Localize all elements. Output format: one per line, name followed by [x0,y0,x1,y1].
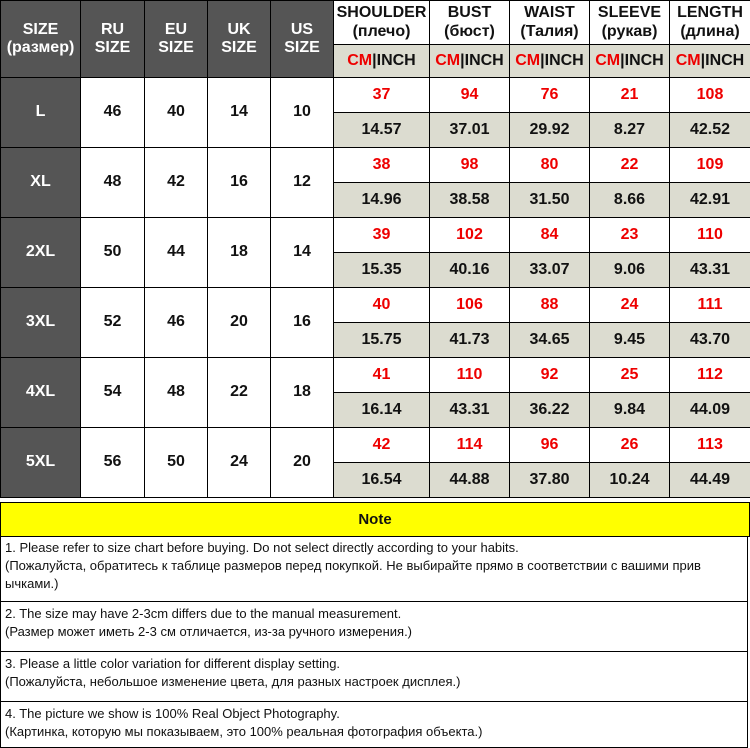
header-length-sub: (длина) [680,22,740,40]
unit-separator: | [620,51,625,69]
ru-size-cell: 52 [81,288,145,358]
unit-cm: CM [515,51,541,69]
header-size [1,1,81,78]
header-waist-sub: (Талия) [520,22,579,40]
inch-value-cell: 40.16 [430,253,510,288]
cm-value-cell: 80 [510,148,590,183]
inch-value-cell: 14.57 [334,113,430,148]
header-waist [510,1,590,45]
unit-inch: INCH [464,51,504,69]
inch-value-cell: 15.35 [334,253,430,288]
header-us-sub: SIZE [284,39,320,56]
us-size-cell: 20 [271,428,334,498]
eu-size-cell: 48 [145,358,208,428]
inch-value-cell: 15.75 [334,323,430,358]
header-shoulder-label: SHOULDER [336,4,427,22]
unit-separator: | [460,51,465,69]
note-item [0,702,748,748]
uk-size-cell: 24 [208,428,271,498]
eu-size-cell: 50 [145,428,208,498]
eu-size-cell: 44 [145,218,208,288]
cm-value-cell: 37 [334,78,430,113]
cm-value-cell: 88 [510,288,590,323]
cm-value-cell: 96 [510,428,590,463]
cm-value-cell: 39 [334,218,430,253]
size-label: 5XL [1,428,81,498]
header-waist-label: WAIST [524,4,575,22]
note-line: 1. Please refer to size chart before buying. Do not select directly according to your habits. [5,540,519,555]
header-eu-sub: SIZE [158,39,194,56]
unit-cell [334,45,430,78]
unit-cm: CM [675,51,701,69]
table-row [1,78,750,113]
cm-value-cell: 76 [510,78,590,113]
inch-value-cell: 8.27 [590,113,670,148]
header-uk [208,1,271,78]
unit-cell [510,45,590,78]
note-line: 4. The picture we show is 100% Real Object Photography. [5,706,340,721]
header-eu-label: EU [164,20,188,38]
cm-value-cell: 41 [334,358,430,393]
table-row [1,218,750,253]
header-length-label: LENGTH [677,4,743,22]
unit-separator: | [700,51,706,69]
cm-value-cell: 42 [334,428,430,463]
cm-value-cell: 110 [430,358,510,393]
unit-inch: INCH [705,51,745,69]
inch-value-cell: 43.31 [670,253,750,288]
note-line: (Пожалуйста, обратитесь к таблице размеров перед покупкой. Не выбирайте прямо в соответствии с вашими прив [5,558,701,573]
cm-value-cell: 113 [670,428,750,463]
table-row [1,148,750,183]
cm-value-cell: 21 [590,78,670,113]
unit-cell [590,45,670,78]
cm-value-cell: 110 [670,218,750,253]
inch-value-cell: 9.45 [590,323,670,358]
inch-value-cell: 44.88 [430,463,510,498]
uk-size-cell: 16 [208,148,271,218]
us-size-cell: 16 [271,288,334,358]
cm-value-cell: 92 [510,358,590,393]
header-sleeve-sub: (рукав) [601,22,658,40]
header-bust [430,1,510,45]
header-eu [145,1,208,78]
us-size-cell: 14 [271,218,334,288]
header-us [271,1,334,78]
cm-value-cell: 94 [430,78,510,113]
header-ru-sub: SIZE [94,39,131,56]
uk-size-cell: 18 [208,218,271,288]
inch-value-cell: 43.31 [430,393,510,428]
note-item [0,602,748,652]
ru-size-cell: 46 [81,78,145,148]
header-uk-sub: SIZE [221,39,257,56]
cm-value-cell: 26 [590,428,670,463]
cm-value-cell: 23 [590,218,670,253]
note-line: 2. The size may have 2-3cm differs due to the manual measurement. [5,606,402,621]
note-line: (Размер может иметь 2-3 см отличается, из-за ручного измерения.) [5,624,413,639]
inch-value-cell: 10.24 [590,463,670,498]
cm-value-cell: 38 [334,148,430,183]
note-item [0,536,748,602]
ru-size-cell: 50 [81,218,145,288]
inch-value-cell: 8.66 [590,183,670,218]
us-size-cell: 12 [271,148,334,218]
unit-inch: INCH [624,51,664,69]
inch-value-cell: 43.70 [670,323,750,358]
unit-separator: | [540,51,545,69]
inch-value-cell: 33.07 [510,253,590,288]
size-label: 2XL [1,218,81,288]
cm-value-cell: 25 [590,358,670,393]
header-size-sub: (размер) [6,39,75,56]
cm-value-cell: 98 [430,148,510,183]
inch-value-cell: 9.06 [590,253,670,288]
table-row [1,358,750,393]
ru-size-cell: 48 [81,148,145,218]
header-ru [81,1,145,78]
inch-value-cell: 29.92 [510,113,590,148]
inch-value-cell: 42.91 [670,183,750,218]
ru-size-cell: 56 [81,428,145,498]
header-bust-label: BUST [447,4,492,22]
cm-value-cell: 114 [430,428,510,463]
table-row [1,428,750,463]
size-label: XL [1,148,81,218]
note-line: (Пожалуйста, небольшое изменение цвета, для разных настроек дисплея.) [5,674,461,689]
cm-value-cell: 40 [334,288,430,323]
note-item [0,652,748,702]
cm-value-cell: 84 [510,218,590,253]
header-length [670,1,750,45]
inch-value-cell: 9.84 [590,393,670,428]
uk-size-cell: 20 [208,288,271,358]
size-label: L [1,78,81,148]
inch-value-cell: 16.54 [334,463,430,498]
unit-cell [670,45,750,78]
inch-value-cell: 34.65 [510,323,590,358]
header-us-label: US [290,20,314,38]
us-size-cell: 18 [271,358,334,428]
inch-value-cell: 44.49 [670,463,750,498]
header-ru-label: RU [100,20,125,38]
unit-inch: INCH [376,51,416,69]
us-size-cell: 10 [271,78,334,148]
inch-value-cell: 16.14 [334,393,430,428]
header-shoulder [334,1,430,45]
unit-cm: CM [347,51,373,69]
header-sleeve-label: SLEEVE [597,4,662,22]
size-label: 3XL [1,288,81,358]
note-line: 3. Please a little color variation for different display setting. [5,656,341,671]
unit-cm: CM [435,51,461,69]
size-label: 4XL [1,358,81,428]
unit-separator: | [372,51,377,69]
cm-value-cell: 108 [670,78,750,113]
inch-value-cell: 41.73 [430,323,510,358]
cm-value-cell: 111 [670,288,750,323]
inch-value-cell: 37.80 [510,463,590,498]
cm-value-cell: 109 [670,148,750,183]
uk-size-cell: 14 [208,78,271,148]
inch-value-cell: 42.52 [670,113,750,148]
header-bust-sub: (бюст) [444,22,495,40]
cm-value-cell: 106 [430,288,510,323]
note-line: ычками.) [5,576,59,591]
inch-value-cell: 14.96 [334,183,430,218]
header-uk-label: UK [227,20,251,38]
note-line: (Картинка, которую мы показываем, это 100% реальная фотография объекта.) [5,724,483,739]
cm-value-cell: 102 [430,218,510,253]
unit-cell [430,45,510,78]
note-title: Note [0,502,750,537]
cm-value-cell: 112 [670,358,750,393]
eu-size-cell: 42 [145,148,208,218]
unit-cm: CM [595,51,621,69]
eu-size-cell: 40 [145,78,208,148]
ru-size-cell: 54 [81,358,145,428]
inch-value-cell: 44.09 [670,393,750,428]
inch-value-cell: 36.22 [510,393,590,428]
uk-size-cell: 22 [208,358,271,428]
header-size-label: SIZE [22,20,59,38]
inch-value-cell: 38.58 [430,183,510,218]
unit-inch: INCH [544,51,584,69]
cm-value-cell: 24 [590,288,670,323]
inch-value-cell: 31.50 [510,183,590,218]
inch-value-cell: 37.01 [430,113,510,148]
header-shoulder-sub: (плечо) [352,22,411,40]
header-sleeve [590,1,670,45]
cm-value-cell: 22 [590,148,670,183]
eu-size-cell: 46 [145,288,208,358]
table-row [1,288,750,323]
